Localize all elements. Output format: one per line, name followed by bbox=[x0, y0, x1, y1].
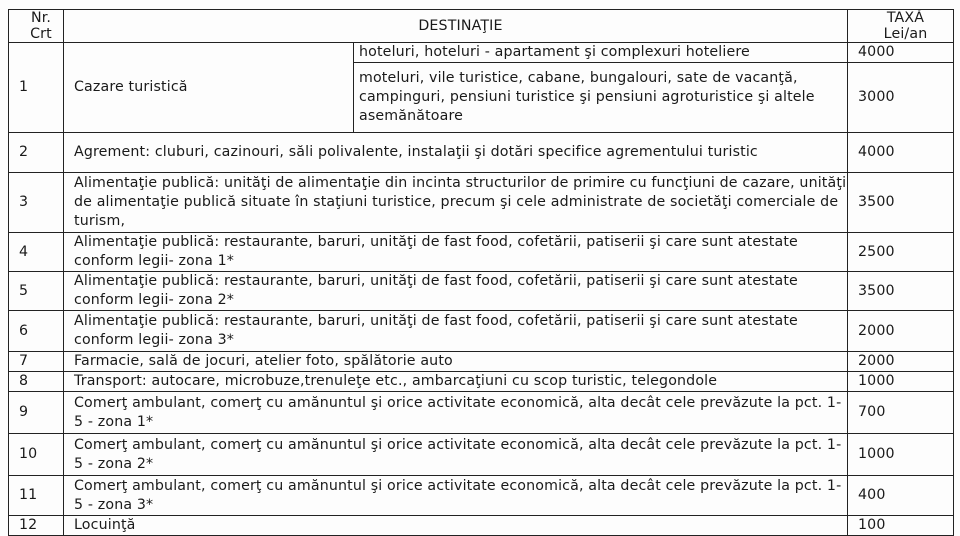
table-row bbox=[9, 434, 954, 476]
table-row bbox=[9, 43, 954, 63]
table-row bbox=[9, 516, 954, 536]
row-category: Cazare turistică bbox=[64, 43, 354, 133]
row-destination: Transport: autocare, microbuze,trenuleţe etc., ambarcaţiuni cu scop turistic, telegondole bbox=[64, 372, 848, 392]
row-destination: Alimentaţie publică: unităţi de alimentaţie din incinta structurilor de primire cu funcţiuni de cazare, unităţi de alimentaţie publică situate în staţiuni turistice, precum şi cele administrate de societăţi comerciale de turism, bbox=[64, 173, 848, 233]
row-destination: Alimentaţie publică: restaurante, baruri, unităţi de fast food, cofetării, patiserii şi care sunt atestate conform legii- zona 3* bbox=[64, 311, 848, 352]
row-tax: 2000 bbox=[848, 352, 954, 372]
row-destination: Comerţ ambulant, comerţ cu amănuntul şi orice activitate economică, alta decât cele prevăzute la pct. 1-5 - zona 2* bbox=[64, 434, 848, 476]
table-row bbox=[9, 476, 954, 516]
header-tax bbox=[848, 10, 954, 43]
header-destination: DESTINAŢIE bbox=[64, 10, 848, 43]
header-nr bbox=[9, 10, 64, 43]
table-row bbox=[9, 352, 954, 372]
row-destination: Alimentaţie publică: restaurante, baruri, unităţi de fast food, cofetării, patiserii şi care sunt atestate conform legii- zona 2* bbox=[64, 272, 848, 311]
table-row bbox=[9, 173, 954, 233]
row-subitem: moteluri, vile turistice, cabane, bungalouri, sate de vacanţă, campinguri, pensiuni turistice şi pensiuni agroturistice şi altele asemănătoare bbox=[354, 63, 848, 133]
row-subitem: hoteluri, hoteluri - apartament şi complexuri hoteliere bbox=[354, 43, 848, 63]
header-row bbox=[9, 10, 954, 43]
row-number: 3 bbox=[9, 173, 64, 233]
row-tax: 4000 bbox=[848, 43, 954, 63]
row-number: 2 bbox=[9, 133, 64, 173]
row-number: 10 bbox=[9, 434, 64, 476]
row-destination: Comerţ ambulant, comerţ cu amănuntul şi orice activitate economică, alta decât cele prevăzute la pct. 1-5 - zona 3* bbox=[64, 476, 848, 516]
row-number: 12 bbox=[9, 516, 64, 536]
row-number: 1 bbox=[9, 43, 64, 133]
row-tax: 3000 bbox=[848, 63, 954, 133]
row-destination: Comerţ ambulant, comerţ cu amănuntul şi orice activitate economică, alta decât cele prevăzute la pct. 1-5 - zona 1* bbox=[64, 392, 848, 434]
row-tax: 4000 bbox=[848, 133, 954, 173]
header-nr-line2: Crt bbox=[30, 26, 52, 42]
row-tax: 700 bbox=[848, 392, 954, 434]
row-tax: 1000 bbox=[848, 434, 954, 476]
row-destination: Locuinţă bbox=[64, 516, 848, 536]
table-row bbox=[9, 372, 954, 392]
row-tax: 3500 bbox=[848, 173, 954, 233]
row-tax: 100 bbox=[848, 516, 954, 536]
row-number: 6 bbox=[9, 311, 64, 352]
header-tax-line2: Lei/an bbox=[883, 26, 928, 42]
table-row bbox=[9, 311, 954, 352]
row-number: 8 bbox=[9, 372, 64, 392]
tax-table bbox=[8, 9, 954, 536]
row-number: 4 bbox=[9, 233, 64, 272]
row-destination: Agrement: cluburi, cazinouri, săli polivalente, instalaţii şi dotări specifice agrementului turistic bbox=[64, 133, 848, 173]
header-nr-line1: Nr. bbox=[30, 10, 52, 26]
row-number: 5 bbox=[9, 272, 64, 311]
row-tax: 400 bbox=[848, 476, 954, 516]
row-tax: 2000 bbox=[848, 311, 954, 352]
row-tax: 1000 bbox=[848, 372, 954, 392]
table-row bbox=[9, 233, 954, 272]
table-row bbox=[9, 133, 954, 173]
row-tax: 3500 bbox=[848, 272, 954, 311]
table-row bbox=[9, 392, 954, 434]
row-destination: Farmacie, sală de jocuri, atelier foto, spălătorie auto bbox=[64, 352, 848, 372]
header-tax-line1: TAXĂ bbox=[886, 10, 925, 26]
row-number: 11 bbox=[9, 476, 64, 516]
row-number: 7 bbox=[9, 352, 64, 372]
row-tax: 2500 bbox=[848, 233, 954, 272]
table-row bbox=[9, 272, 954, 311]
row-number: 9 bbox=[9, 392, 64, 434]
row-destination: Alimentaţie publică: restaurante, baruri, unităţi de fast food, cofetării, patiserii şi care sunt atestate conform legii- zona 1* bbox=[64, 233, 848, 272]
